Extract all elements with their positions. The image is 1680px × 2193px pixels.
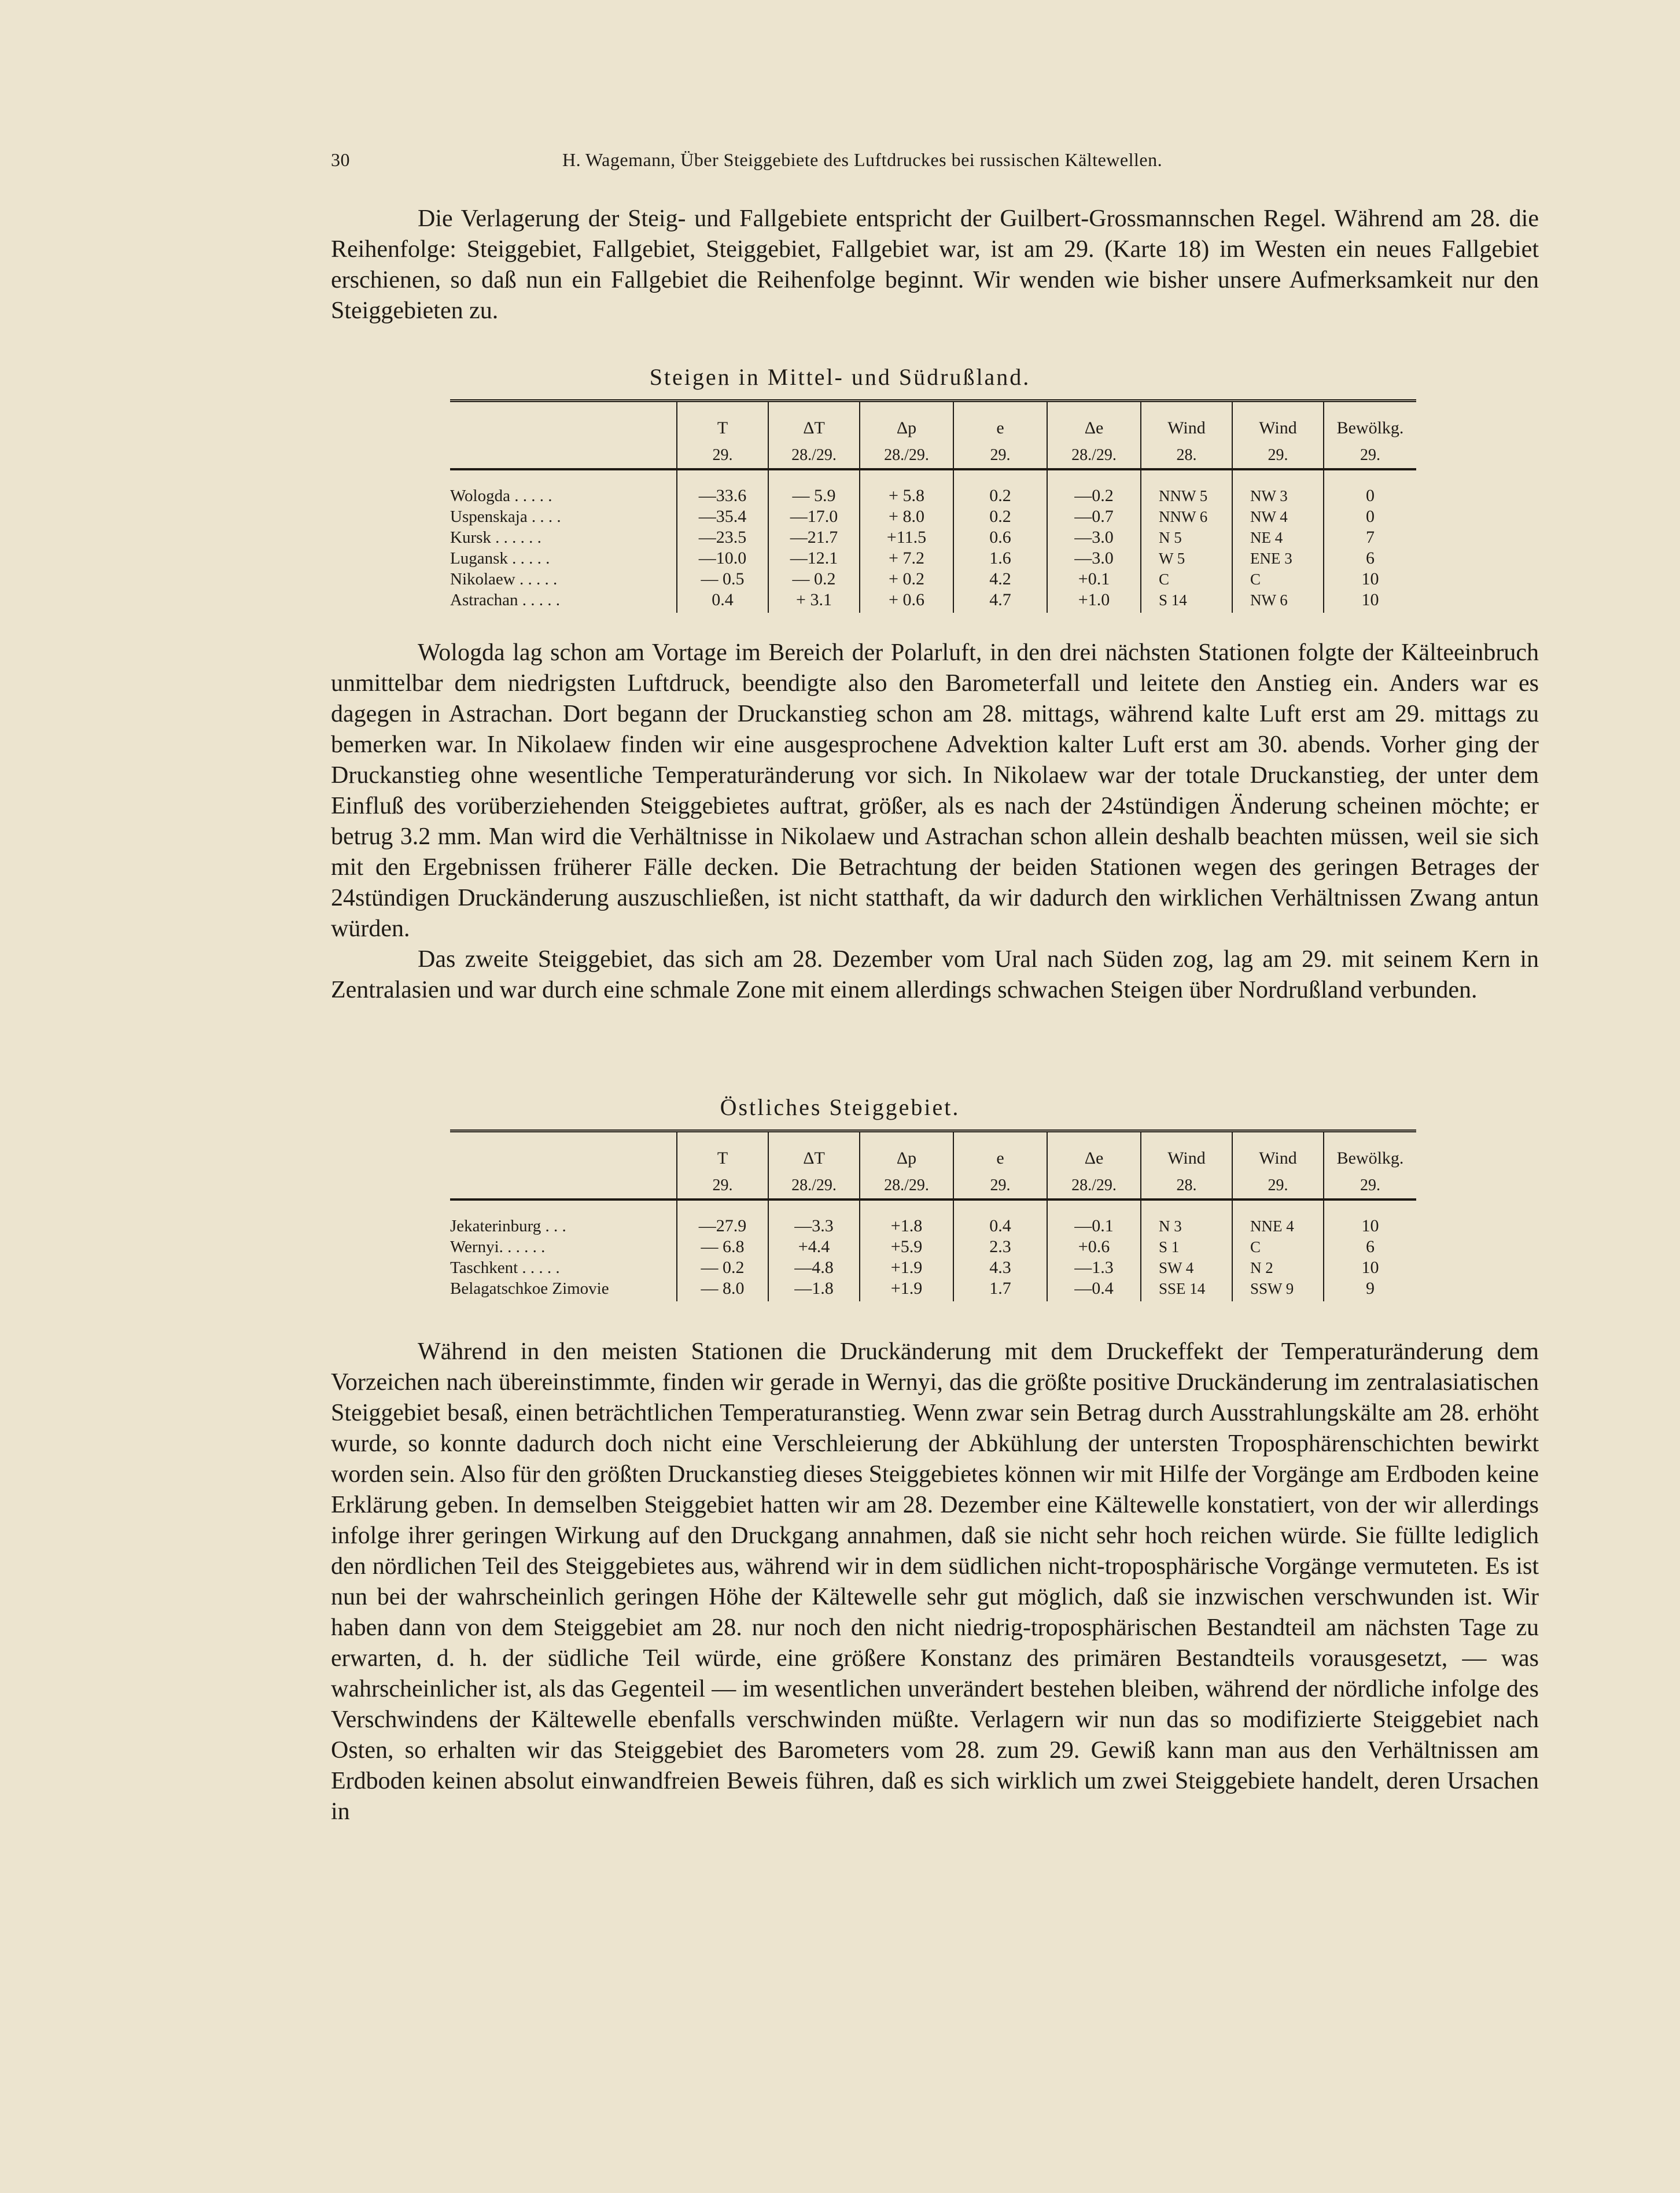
table-cell: NNW 5 (1141, 485, 1232, 506)
table-cell: 2.3 (953, 1237, 1047, 1257)
subheader-cell: 28./29. (1047, 439, 1141, 469)
table-cell: 4.7 (953, 590, 1047, 613)
table-cell: 10 (1324, 1257, 1416, 1278)
station-name-cell: Nikolaew . . . . . (450, 570, 558, 588)
table-cell: +1.9 (860, 1278, 953, 1301)
table-cell: 9 (1324, 1278, 1416, 1301)
station-name-cell: Jekaterinburg . . . (450, 1217, 566, 1235)
station-name-cell: Belagatschkoe Zimovie (450, 1279, 609, 1298)
table-cell: —0.1 (1047, 1216, 1141, 1237)
table-cell: 0.6 (953, 527, 1047, 548)
station-name-cell: Kursk . . . . . . (450, 528, 541, 547)
table-cell: + 0.2 (860, 569, 953, 590)
table-cell: 7 (1324, 527, 1416, 548)
spacer-cell (1232, 469, 1324, 485)
paragraph-text: Wologda lag schon am Vortage im Bereich der Polarluft, in den drei nächsten Stationen folgte der Kälteeinbruch unmittelbar dem niedrigsten Luftdruck, beendigte also den Barometerfall und leitete den Anstieg ein. Anders war es dagegen in Astrachan. Dort begann der Druckanstieg schon am 28. mittags, während kalte Luft erst am 29. mittags zu bemerken war. In Nikolaew finden wir eine ausgesprochene Advektion kalter Luft erst am 30. abends. Vorher ging der Druckanstieg ohne wesentliche Temperaturänderung vor sich. In Nikolaew war der totale Druckanstieg, der unter dem Einfluß des vorüberziehenden Steiggebietes auftrat, größer, als es nach der 24stündigen Änderung scheinen möchte; er betrug 3.2 mm. Man wird die Verhältnisse in Nikolaew und Astrachan schon allein deshalb beachten müssen, weil sie sich mit den Ergebnissen früherer Fälle decken. Die Betrachtung der beiden Stationen wegen des geringen Betrages der 24stündigen Druckänderung auszuschließen, ist nicht statthaft, da wir dadurch den wirklichen Verhältnissen Zwang antun würden. (331, 639, 1539, 942)
spacer-cell (677, 1199, 768, 1216)
table-subheader-row (450, 439, 1416, 469)
header-cell: Wind (1141, 1131, 1232, 1169)
header-cell: Δp (860, 401, 953, 439)
header-cell: Wind (1141, 401, 1232, 439)
table-cell: +0.6 (1047, 1237, 1141, 1257)
table-row (450, 527, 1416, 548)
table-cell: S 1 (1141, 1237, 1232, 1257)
header-cell-station (450, 1131, 677, 1169)
table-cell: —12.1 (768, 548, 860, 569)
station-name-cell: Astrachan . . . . . (450, 591, 561, 609)
table-row (450, 1278, 1416, 1301)
spacer-cell (1232, 1199, 1324, 1216)
spacer-cell (1141, 1199, 1232, 1216)
station-name-cell: Uspenskaja . . . . (450, 507, 561, 526)
table-cell: C (1232, 1237, 1324, 1257)
table-cell: 10 (1324, 590, 1416, 613)
table-cell: +0.1 (1047, 569, 1141, 590)
header-cell-station (450, 401, 677, 439)
table-cell: — 5.9 (768, 485, 860, 506)
table-oestliches-steiggebiet (450, 1129, 1416, 1301)
page-number: 30 (331, 149, 350, 170)
paragraph-text: Während in den meisten Stationen die Druckänderung mit dem Druckeffekt der Temperaturänderung dem Vorzeichen nach übereinstimmte, finden wir gerade in Wernyi, das die größte positive Druckänderung im zentralasiatischen Steiggebiet besaß, einen beträchtlichen Temperaturanstieg. Wenn zwar sein Betrag durch Ausstrahlungskälte am 28. erhöht wurde, so konnte dadurch doch nicht eine Verschleierung der Abkühlung der untersten Troposphärenschichten bewirkt worden sein. Also für den größten Druckanstieg dieses Steiggebietes können wir mit Hilfe der Vorgänge am Erdboden keine Erklärung geben. In demselben Steiggebiet hatten wir am 28. Dezember eine Kältewelle konstatiert, von der wir allerdings infolge ihrer geringen Wirkung auf den Druckgang annahmen, daß sie nicht sehr hoch reichen würde. Sie füllte lediglich den nördlichen Teil des Steiggebietes aus, während wir in dem südlichen nicht-troposphärische Vorgänge vermuteten. Es ist nun bei der wahrscheinlich geringen Höhe der Kältewelle sehr gut möglich, daß sie inzwischen verschwunden ist. Wir haben dann von dem Steiggebiet am 28. nur noch den nicht niedrig-troposphärischen Bestandteil am nächsten Tage zu erwarten, d. h. der südliche Teil würde, eine größere Konstanz des primären Bestandteils vorausgesetzt, — was wahrscheinlicher ist, als das Gegenteil — im wesentlichen unverändert bestehen bleiben, während der nördliche infolge des Verschwindens der Kältewelle ebenfalls verschwinden müßte. Verlagern wir nun das so modifizierte Steiggebiet nach Osten, so erhalten wir das Steiggebiet des Barometers vom 28. zum 29. Gewiß kann man aus den Verhältnissen am Erdboden keinen absolut einwandfreien Beweis führen, daß es sich wirklich um zwei Steiggebiete handelt, deren Ursachen in (331, 1338, 1539, 1825)
header-cell: e (953, 401, 1047, 439)
table-cell: —3.0 (1047, 548, 1141, 569)
table-row (450, 569, 1416, 590)
table-cell: 0.4 (953, 1216, 1047, 1237)
spacer-cell (953, 469, 1047, 485)
table-cell: +1.0 (1047, 590, 1141, 613)
table-subheader-row (450, 1169, 1416, 1199)
table-cell: —0.7 (1047, 506, 1141, 527)
header-cell: T (677, 1131, 768, 1169)
table-row (450, 590, 1416, 613)
spacer-cell (860, 1199, 953, 1216)
running-title: H. Wagemann, Über Steiggebiete des Luftdruckes bei russischen Kältewellen. (562, 149, 1163, 170)
table-cell: +1.8 (860, 1216, 953, 1237)
table-cell: —1.3 (1047, 1257, 1141, 1278)
table-cell: N 3 (1141, 1216, 1232, 1237)
table-cell: — 0.2 (768, 569, 860, 590)
table-cell: 10 (1324, 1216, 1416, 1237)
spacer-cell (953, 1199, 1047, 1216)
paragraph-intro (331, 204, 1539, 326)
subheader-cell: 28. (1141, 439, 1232, 469)
table-cell: —10.0 (677, 548, 768, 569)
table-cell: + 8.0 (860, 506, 953, 527)
table-cell: 0 (1324, 506, 1416, 527)
spacer-cell (768, 469, 860, 485)
spacer-cell (768, 1199, 860, 1216)
subheader-cell: 28./29. (768, 1169, 860, 1199)
table-cell: —21.7 (768, 527, 860, 548)
table-row (450, 548, 1416, 569)
header-cell: Wind (1232, 401, 1324, 439)
table-cell: — 6.8 (677, 1237, 768, 1257)
table-cell: ENE 3 (1232, 548, 1324, 569)
paragraphs-middle (331, 638, 1539, 1006)
table-cell: —3.0 (1047, 527, 1141, 548)
subheader-cell: 29. (953, 1169, 1047, 1199)
table-cell: NNW 6 (1141, 506, 1232, 527)
table-cell: + 5.8 (860, 485, 953, 506)
table-cell: 0.2 (953, 506, 1047, 527)
table-cell: SSW 9 (1232, 1278, 1324, 1301)
header-cell: ΔT (768, 1131, 860, 1169)
table-cell: —0.4 (1047, 1278, 1141, 1301)
spacer-cell (450, 469, 677, 485)
spacer-cell (1324, 1199, 1416, 1216)
spacer-cell (860, 469, 953, 485)
station-name-cell: Lugansk . . . . . (450, 549, 550, 568)
table-cell: —17.0 (768, 506, 860, 527)
table-cell: —1.8 (768, 1278, 860, 1301)
subheader-cell: 29. (953, 439, 1047, 469)
header-cell: e (953, 1131, 1047, 1169)
subheader-cell: 29. (1324, 439, 1416, 469)
spacer-cell (450, 1199, 677, 1216)
spacer-cell (677, 469, 768, 485)
table-body (450, 1199, 1416, 1301)
table-header-row (450, 401, 1416, 439)
table-cell: —4.8 (768, 1257, 860, 1278)
table-cell: S 14 (1141, 590, 1232, 613)
table-cell: N 2 (1232, 1257, 1324, 1278)
subheader-cell: 28./29. (860, 1169, 953, 1199)
spacer-cell (1047, 469, 1141, 485)
table-cell: 4.2 (953, 569, 1047, 590)
spacer-cell (1324, 469, 1416, 485)
header-cell: ΔT (768, 401, 860, 439)
table-cell: NW 4 (1232, 506, 1324, 527)
table-cell: 1.7 (953, 1278, 1047, 1301)
table-cell: — 8.0 (677, 1278, 768, 1301)
subheader-cell-station (450, 439, 677, 469)
header-cell: T (677, 401, 768, 439)
header-cell: Bewölkg. (1324, 401, 1416, 439)
header-cell: Δp (860, 1131, 953, 1169)
subheader-cell: 29. (1324, 1169, 1416, 1199)
spacer-cell (1047, 1199, 1141, 1216)
table-caption-1: Steigen in Mittel- und Südrußland. (649, 364, 1031, 390)
table-cell: N 5 (1141, 527, 1232, 548)
table-cell: NW 6 (1232, 590, 1324, 613)
subheader-cell: 29. (1232, 1169, 1324, 1199)
table-cell: — 0.2 (677, 1257, 768, 1278)
table-spacer-row (450, 1199, 1416, 1216)
table-cell: —23.5 (677, 527, 768, 548)
table-body (450, 469, 1416, 613)
table-cell: 6 (1324, 548, 1416, 569)
station-name-cell: Taschkent . . . . . (450, 1259, 560, 1277)
table-cell: NNE 4 (1232, 1216, 1324, 1237)
table-cell: SSE 14 (1141, 1278, 1232, 1301)
table-cell: 0.2 (953, 485, 1047, 506)
table-cell: —0.2 (1047, 485, 1141, 506)
table-row (450, 1257, 1416, 1278)
table-cell: +1.9 (860, 1257, 953, 1278)
subheader-cell: 28. (1141, 1169, 1232, 1199)
table-cell: +5.9 (860, 1237, 953, 1257)
station-name-cell: Wernyi. . . . . . (450, 1238, 546, 1256)
subheader-cell: 28./29. (1047, 1169, 1141, 1199)
table-cell: + 0.6 (860, 590, 953, 613)
table-cell: —27.9 (677, 1216, 768, 1237)
header-cell: Wind (1232, 1131, 1324, 1169)
table-cell: —35.4 (677, 506, 768, 527)
subheader-cell: 29. (677, 1169, 768, 1199)
table-cell: — 0.5 (677, 569, 768, 590)
table-cell: +11.5 (860, 527, 953, 548)
spacer-cell (1141, 469, 1232, 485)
subheader-cell-station (450, 1169, 677, 1199)
subheader-cell: 29. (677, 439, 768, 469)
subheader-cell: 28./29. (860, 439, 953, 469)
table-cell: —3.3 (768, 1216, 860, 1237)
paragraph-final (331, 1337, 1539, 1827)
header-cell: Δe (1047, 401, 1141, 439)
table-cell: SW 4 (1141, 1257, 1232, 1278)
table-cell: + 7.2 (860, 548, 953, 569)
table-cell: 4.3 (953, 1257, 1047, 1278)
table-cell: C (1141, 569, 1232, 590)
table-cell: +4.4 (768, 1237, 860, 1257)
subheader-cell: 29. (1232, 439, 1324, 469)
table-cell: 1.6 (953, 548, 1047, 569)
paragraph-text: Die Verlagerung der Steig- und Fallgebiete entspricht der Guilbert-Grossmannschen Regel. Während am 28. die Reihenfolge: Steiggebiet, Fallgebiet, Steiggebiet, Fallgebiet war, ist am 29. (Karte 18) im Westen ein neues Fallgebiet erschienen, so daß nun ein Fallgebiet die Reihenfolge beginnt. Wir wenden wie bisher unsere Aufmerksamkeit nur den Steiggebieten zu. (331, 205, 1539, 324)
table-cell: C (1232, 569, 1324, 590)
table-cell: —33.6 (677, 485, 768, 506)
table-cell: 0.4 (677, 590, 768, 613)
table-row (450, 1237, 1416, 1257)
header-cell: Bewölkg. (1324, 1131, 1416, 1169)
paragraph-text: Das zweite Steiggebiet, das sich am 28. Dezember vom Ural nach Süden zog, lag am 29. mit seinem Kern in Zentralasien und war durch eine schmale Zone mit einem allerdings schwachen Steigen über Nordrußland verbunden. (331, 946, 1539, 1003)
table-row (450, 485, 1416, 506)
table-cell: + 3.1 (768, 590, 860, 613)
table-cell: NW 3 (1232, 485, 1324, 506)
table-spacer-row (450, 469, 1416, 485)
table-caption-2: Östliches Steiggebiet. (720, 1094, 960, 1120)
table-cell: 10 (1324, 569, 1416, 590)
page-header (331, 149, 1314, 172)
table-cell: 6 (1324, 1237, 1416, 1257)
table-cell: W 5 (1141, 548, 1232, 569)
table-cell: NE 4 (1232, 527, 1324, 548)
subheader-cell: 28./29. (768, 439, 860, 469)
table-row (450, 506, 1416, 527)
station-name-cell: Wologda . . . . . (450, 487, 552, 505)
table-cell: 0 (1324, 485, 1416, 506)
header-cell: Δe (1047, 1131, 1141, 1169)
table-mittel-suedrussland (450, 399, 1416, 613)
table-row (450, 1216, 1416, 1237)
table-header-row (450, 1131, 1416, 1169)
